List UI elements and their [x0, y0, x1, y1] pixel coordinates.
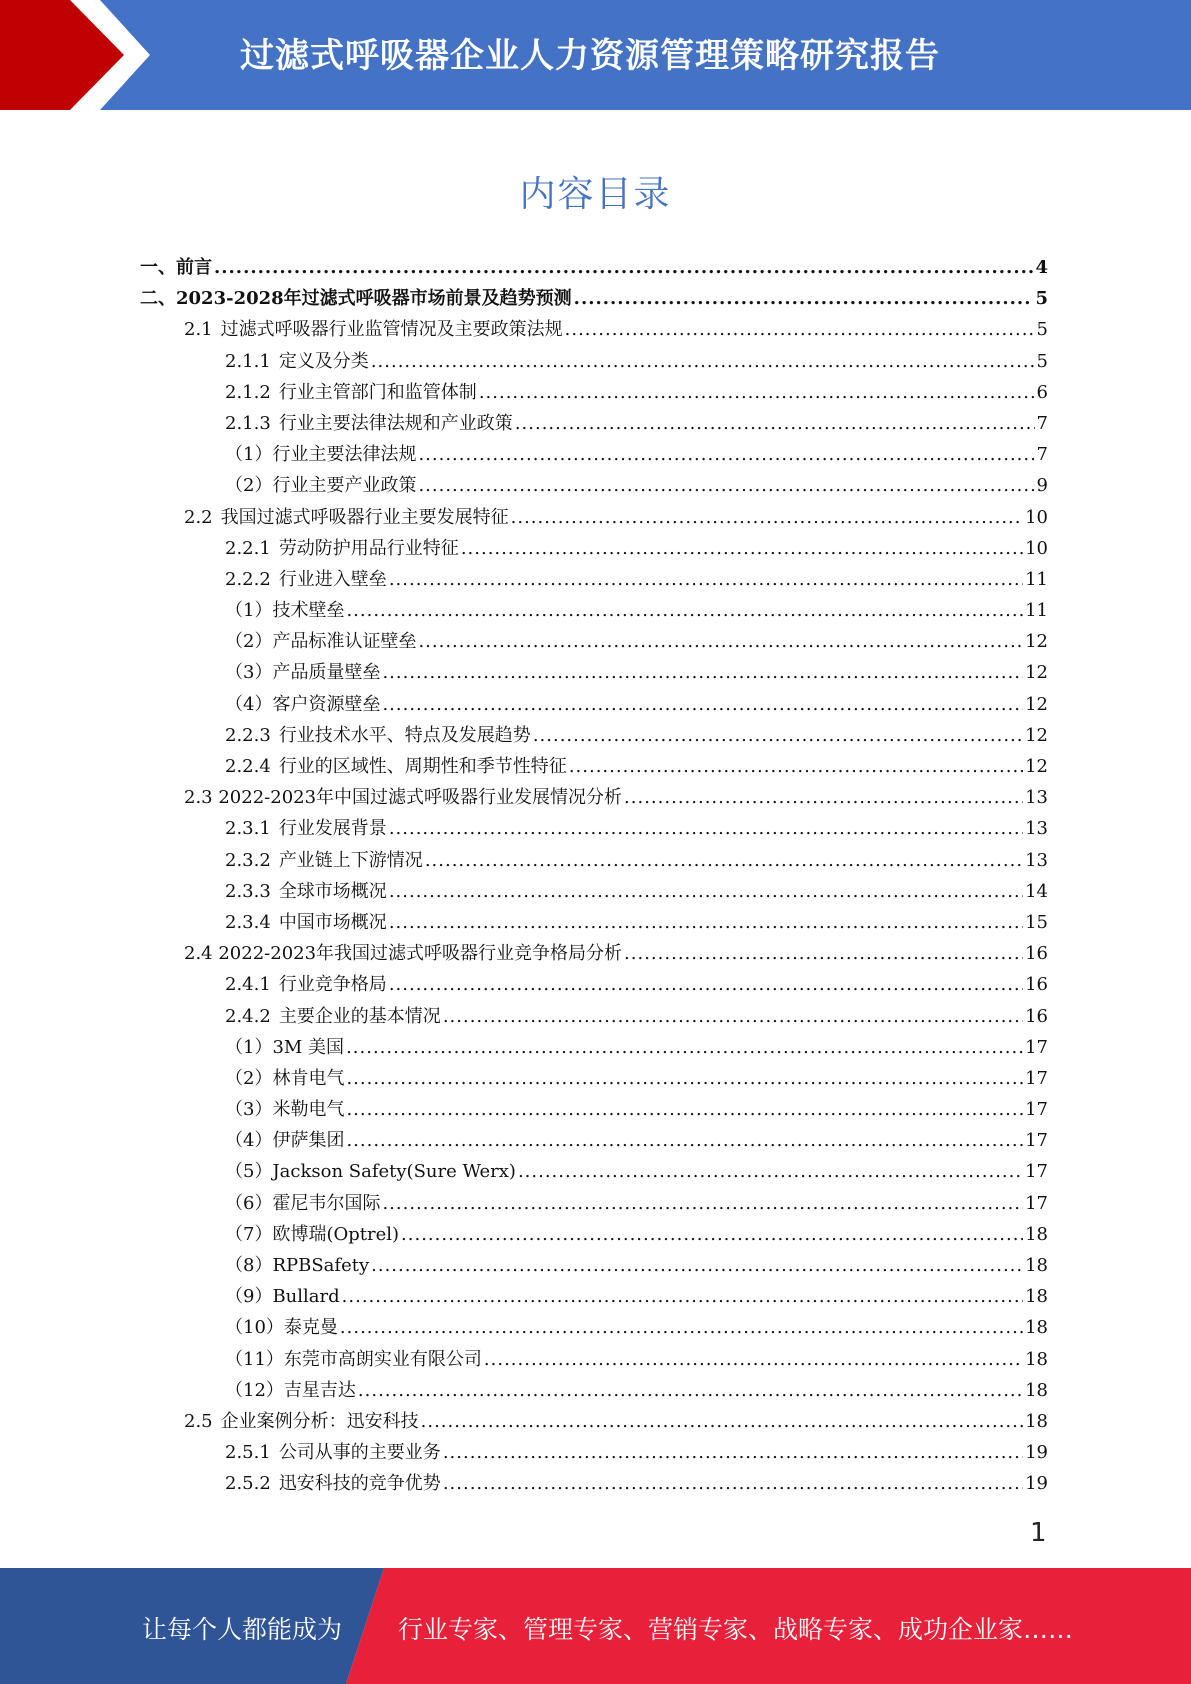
toc-entry[interactable] — [140, 377, 1048, 408]
toc-dot-leader — [346, 1063, 1023, 1094]
toc-entry-label — [225, 907, 387, 938]
toc-entry-text: （1）3M 美国 — [225, 1036, 345, 1058]
toc-entry-page: 14 — [1025, 880, 1048, 902]
toc-entry-text: （10）泰克曼 — [225, 1317, 338, 1339]
toc-dot-leader — [461, 533, 1023, 564]
toc-entry-label — [225, 1312, 338, 1343]
toc-entry[interactable] — [140, 1344, 1048, 1375]
toc-entry-number: 2.2 — [184, 506, 213, 528]
toc-entry[interactable] — [140, 813, 1048, 844]
toc-entry-label — [225, 1375, 356, 1406]
toc-dot-leader — [401, 1219, 1023, 1250]
toc-dot-leader — [382, 689, 1023, 720]
toc-entry-label — [225, 1032, 344, 1063]
toc-entry-label — [225, 813, 387, 844]
toc-dot-leader — [340, 1312, 1023, 1343]
toc-entry-page: 11 — [1025, 568, 1048, 590]
toc-entry[interactable] — [140, 595, 1048, 626]
toc-entry-page: 6 — [1036, 381, 1048, 403]
toc-dot-leader — [382, 657, 1023, 688]
toc-entry-page: 19 — [1025, 1473, 1048, 1495]
toc-dot-leader — [389, 876, 1023, 907]
toc-entry-label — [225, 595, 344, 626]
toc-entry-number: 2.5.2 — [225, 1473, 271, 1495]
toc-entry-page: 19 — [1025, 1442, 1048, 1464]
toc-entry-text: 过滤式呼吸器行业监管情况及主要政策法规 — [220, 319, 563, 341]
toc-entry-label — [225, 533, 459, 564]
toc-entry-page: 17 — [1025, 1099, 1048, 1121]
toc-entry-text: （8）RPBSafety — [225, 1255, 370, 1276]
toc-entry-text: 定义及分类 — [278, 350, 369, 372]
toc-entry[interactable] — [140, 1281, 1048, 1312]
toc-entry-page: 5 — [1036, 350, 1048, 372]
toc-entry-page: 7 — [1036, 444, 1048, 466]
toc-entry[interactable] — [140, 1125, 1048, 1156]
page-number: 1 — [1030, 1518, 1047, 1548]
toc-dot-leader — [533, 720, 1023, 751]
toc-entry-number: 2.4.2 — [225, 1005, 271, 1027]
toc-entry-label — [225, 1219, 399, 1250]
footer-slogan-left: 让每个人都能成为 — [142, 1615, 343, 1644]
toc-dot-leader — [389, 813, 1023, 844]
header-arrow-icon — [0, 0, 160, 110]
toc-entry-label — [140, 283, 572, 314]
toc-entry-number: 2.2.3 — [225, 724, 271, 746]
toc-entry-number: 2.3.3 — [225, 880, 271, 902]
toc-dot-leader — [443, 1437, 1023, 1468]
toc-entry[interactable] — [140, 876, 1048, 907]
toc-entry-page: 16 — [1025, 943, 1048, 965]
toc-entry-text: （11）东莞市高朗实业有限公司 — [225, 1348, 482, 1370]
toc-entry[interactable] — [140, 1375, 1048, 1406]
toc-entry-page: 12 — [1025, 693, 1048, 715]
toc-entry-label — [225, 439, 416, 470]
toc-entry-text: 中国市场概况 — [278, 911, 387, 933]
toc-entry-page: 10 — [1025, 506, 1048, 528]
toc-entry[interactable] — [140, 1312, 1048, 1343]
toc-entry-label — [225, 377, 477, 408]
toc-entry-number: 2.2.1 — [225, 537, 271, 559]
toc-entry-text: （3）米勒电气 — [225, 1099, 345, 1121]
page-footer — [0, 1568, 1191, 1684]
toc-entry-text: 行业发展背景 — [278, 818, 387, 840]
toc-entry[interactable] — [140, 346, 1048, 377]
toc-entry-page: 4 — [1035, 257, 1048, 278]
toc-entry-label — [225, 689, 380, 720]
toc-dot-leader — [443, 1468, 1023, 1499]
toc-entry-text: 行业的区域性、周期性和季节性特征 — [278, 756, 567, 777]
toc-entry[interactable] — [140, 1094, 1048, 1125]
toc-entry-label — [225, 876, 387, 907]
toc-entry-page: 17 — [1025, 1161, 1048, 1183]
toc-entry-number: 2.5.1 — [225, 1442, 271, 1464]
header-title: 过滤式呼吸器企业人力资源管理策略研究报告 — [240, 36, 940, 76]
toc-entry-page: 18 — [1025, 1317, 1048, 1339]
toc-entry-label — [225, 1001, 441, 1032]
toc-entry-text: 全球市场概况 — [278, 880, 387, 902]
toc-entry-label — [225, 1281, 340, 1312]
toc-entry-label — [225, 1063, 344, 1094]
toc-entry-text: （7）欧博瑞(Optrel) — [225, 1223, 400, 1245]
toc-dot-leader — [342, 1281, 1023, 1312]
toc-entry-label — [225, 626, 416, 657]
toc-dot-leader — [443, 1001, 1023, 1032]
toc-entry[interactable] — [140, 1001, 1048, 1032]
toc-entry-text: （1）行业主要法律法规 — [225, 444, 417, 466]
toc-entry-text: 行业主管部门和监管体制 — [278, 381, 477, 403]
toc-entry-label — [225, 751, 567, 782]
toc-entry-page: 18 — [1025, 1255, 1048, 1276]
toc-entry-text: 企业案例分析：迅安科技 — [220, 1410, 419, 1432]
toc-entry-number: 2.1.1 — [225, 350, 271, 372]
toc-dot-leader — [624, 782, 1023, 813]
toc-dot-leader — [418, 470, 1034, 501]
toc-entry-page: 17 — [1025, 1067, 1048, 1089]
toc-entry-label — [184, 1406, 419, 1437]
toc-entry-text: （3）产品质量壁垒 — [225, 662, 381, 684]
toc-dot-leader — [389, 969, 1023, 1000]
toc-entry-page: 18 — [1025, 1348, 1048, 1370]
toc-entry-page: 9 — [1036, 475, 1048, 497]
toc-entry-label — [225, 1344, 482, 1375]
toc-dot-leader — [389, 564, 1023, 595]
toc-entry-page: 17 — [1025, 1036, 1048, 1058]
toc-entry-label — [184, 938, 622, 969]
toc-entry-number: 2.2.2 — [225, 568, 271, 590]
toc-dot-leader — [515, 408, 1035, 439]
toc-entry-page: 7 — [1036, 412, 1048, 434]
toc-entry-label — [184, 502, 509, 533]
toc-entry-text: （4）伊萨集团 — [225, 1130, 345, 1152]
toc-entry-label — [225, 408, 513, 439]
toc-entry-text: 行业进入壁垒 — [278, 568, 387, 590]
toc-dot-leader — [214, 252, 1033, 283]
toc-entry[interactable] — [140, 1063, 1048, 1094]
toc-dot-leader — [484, 1344, 1023, 1375]
toc-entry-text: 行业主要法律法规和产业政策 — [278, 412, 513, 434]
toc-dot-leader — [346, 1125, 1023, 1156]
toc-dot-leader — [574, 283, 1034, 314]
toc-entry-page: 18 — [1025, 1286, 1048, 1308]
toc-entry-page: 16 — [1025, 1005, 1048, 1027]
toc-entry-label — [225, 470, 416, 501]
toc-entry-page: 17 — [1025, 1192, 1048, 1214]
toc-entry-number: 2.3.1 — [225, 818, 271, 840]
toc-entry-label — [225, 845, 423, 876]
toc-dot-leader — [425, 845, 1023, 876]
toc-entry[interactable] — [140, 502, 1048, 533]
toc-entry-text: 劳动防护用品行业特征 — [278, 537, 459, 559]
toc-entry-text: （5）Jackson Safety(Sure Werx) — [225, 1161, 516, 1183]
toc-entry[interactable] — [140, 1032, 1048, 1063]
toc-entry[interactable] — [140, 720, 1048, 751]
toc-entry-text: 2.4 2022-2023年我国过滤式呼吸器行业竞争格局分析 — [184, 943, 623, 965]
toc-entry-text: 产业链上下游情况 — [278, 849, 423, 871]
toc-entry-label — [225, 1094, 344, 1125]
toc-entry-number: 2.4.1 — [225, 974, 271, 996]
toc-dot-leader — [569, 751, 1023, 782]
toc-dot-leader — [371, 1250, 1023, 1281]
toc-entry-text: 行业技术水平、特点及发展趋势 — [278, 724, 531, 746]
toc-dot-leader — [518, 1156, 1023, 1187]
toc-dot-leader — [479, 377, 1035, 408]
toc-entry-text: 我国过滤式呼吸器行业主要发展特征 — [220, 506, 509, 528]
toc-heading: 内容目录 — [519, 174, 672, 215]
toc-entry-page: 11 — [1025, 600, 1048, 622]
toc-entry-label — [184, 782, 622, 813]
toc-entry-text: （2）林肯电气 — [225, 1067, 345, 1089]
toc-entry-number: 2.1.3 — [225, 412, 271, 434]
table-of-contents — [140, 252, 1048, 1500]
toc-entry-page: 17 — [1025, 1130, 1048, 1152]
toc-entry-label — [225, 1468, 441, 1499]
toc-entry-number: 2.2.4 — [225, 756, 271, 777]
toc-dot-leader — [382, 1188, 1023, 1219]
toc-dot-leader — [418, 626, 1023, 657]
toc-entry-page: 16 — [1025, 974, 1048, 996]
toc-entry-label — [225, 720, 531, 751]
toc-entry-label — [225, 564, 387, 595]
toc-entry-label — [225, 346, 369, 377]
toc-entry-page: 18 — [1025, 1379, 1048, 1401]
toc-entry-page: 12 — [1025, 631, 1048, 653]
toc-entry[interactable] — [140, 564, 1048, 595]
toc-entry-page: 18 — [1025, 1410, 1048, 1432]
toc-entry-label — [225, 1156, 516, 1187]
toc-entry-label — [225, 1437, 441, 1468]
toc-entry-number: 2.1.2 — [225, 381, 271, 403]
toc-entry-page: 12 — [1025, 662, 1048, 684]
toc-entry-label — [140, 252, 212, 283]
toc-dot-leader — [371, 346, 1035, 377]
toc-entry-text: （12）吉星吉达 — [225, 1379, 356, 1401]
toc-entry[interactable] — [140, 969, 1048, 1000]
toc-entry-page: 13 — [1025, 849, 1048, 871]
toc-entry[interactable] — [140, 470, 1048, 501]
toc-dot-leader — [421, 1406, 1023, 1437]
toc-entry[interactable] — [140, 782, 1048, 813]
toc-entry-number: 2.3.4 — [225, 911, 271, 933]
toc-entry-page: 13 — [1025, 818, 1048, 840]
toc-entry-text: 迅安科技的竞争优势 — [278, 1473, 441, 1495]
toc-entry[interactable] — [140, 657, 1048, 688]
toc-entry-number: 2.1 — [184, 319, 213, 341]
toc-dot-leader — [511, 502, 1023, 533]
toc-dot-leader — [346, 595, 1023, 626]
toc-entry-label — [184, 314, 563, 345]
toc-entry[interactable] — [140, 751, 1048, 782]
toc-entry-text: 公司从事的主要业务 — [278, 1442, 441, 1464]
toc-entry[interactable] — [140, 314, 1048, 345]
toc-entry[interactable] — [140, 845, 1048, 876]
toc-entry-text: （6）霍尼韦尔国际 — [225, 1192, 381, 1214]
toc-entry-page: 13 — [1025, 787, 1048, 809]
toc-dot-leader — [624, 938, 1023, 969]
toc-entry-page: 5 — [1036, 319, 1048, 341]
footer-slogan-right: 行业专家、管理专家、营销专家、战略专家、成功企业家…… — [398, 1615, 1074, 1644]
toc-entry-text: 二、2023-2028年过滤式呼吸器市场前景及趋势预测 — [140, 288, 572, 310]
page-header — [0, 0, 1191, 110]
toc-entry-label — [225, 1188, 380, 1219]
toc-entry-page: 10 — [1025, 537, 1048, 559]
toc-entry[interactable] — [140, 408, 1048, 439]
toc-entry-page: 12 — [1025, 756, 1048, 777]
toc-entry-page: 18 — [1025, 1223, 1048, 1245]
toc-entry-page: 12 — [1025, 724, 1048, 746]
toc-dot-leader — [346, 1094, 1023, 1125]
toc-entry-text: （4）客户资源壁垒 — [225, 693, 381, 715]
toc-entry[interactable] — [140, 1188, 1048, 1219]
toc-entry-page: 15 — [1025, 911, 1048, 933]
toc-entry[interactable] — [140, 439, 1048, 470]
toc-entry[interactable] — [140, 1219, 1048, 1250]
toc-entry-label — [225, 1125, 344, 1156]
toc-entry[interactable] — [140, 626, 1048, 657]
toc-entry-text: 行业竞争格局 — [278, 974, 387, 996]
toc-entry-label — [225, 657, 380, 688]
toc-dot-leader — [565, 314, 1035, 345]
toc-entry[interactable] — [140, 1156, 1048, 1187]
toc-dot-leader — [358, 1375, 1023, 1406]
toc-entry-label — [225, 969, 387, 1000]
toc-dot-leader — [389, 907, 1023, 938]
toc-dot-leader — [346, 1032, 1023, 1063]
toc-entry[interactable] — [140, 938, 1048, 969]
toc-entry-text: 一、前言 — [140, 257, 212, 278]
toc-entry[interactable] — [140, 283, 1048, 314]
toc-dot-leader — [418, 439, 1034, 470]
toc-entry[interactable] — [140, 1250, 1048, 1281]
toc-entry-number: 2.5 — [184, 1410, 213, 1432]
toc-entry-text: （2）产品标准认证壁垒 — [225, 631, 417, 653]
toc-entry-text: （9）Bullard — [225, 1286, 340, 1308]
toc-entry[interactable] — [140, 689, 1048, 720]
toc-entry-text: （2）行业主要产业政策 — [225, 475, 417, 497]
toc-entry-text: 2.3 2022-2023年中国过滤式呼吸器行业发展情况分析 — [184, 787, 623, 809]
toc-entry[interactable] — [140, 1406, 1048, 1437]
toc-entry[interactable] — [140, 1468, 1048, 1499]
toc-entry-text: （1）技术壁垒 — [225, 600, 345, 622]
toc-entry[interactable] — [140, 252, 1048, 283]
toc-entry-page: 5 — [1035, 288, 1048, 310]
toc-entry-label — [225, 1250, 369, 1281]
toc-entry[interactable] — [140, 533, 1048, 564]
toc-entry-text: 主要企业的基本情况 — [278, 1005, 441, 1027]
toc-entry[interactable] — [140, 907, 1048, 938]
toc-entry[interactable] — [140, 1437, 1048, 1468]
toc-entry-number: 2.3.2 — [225, 849, 271, 871]
